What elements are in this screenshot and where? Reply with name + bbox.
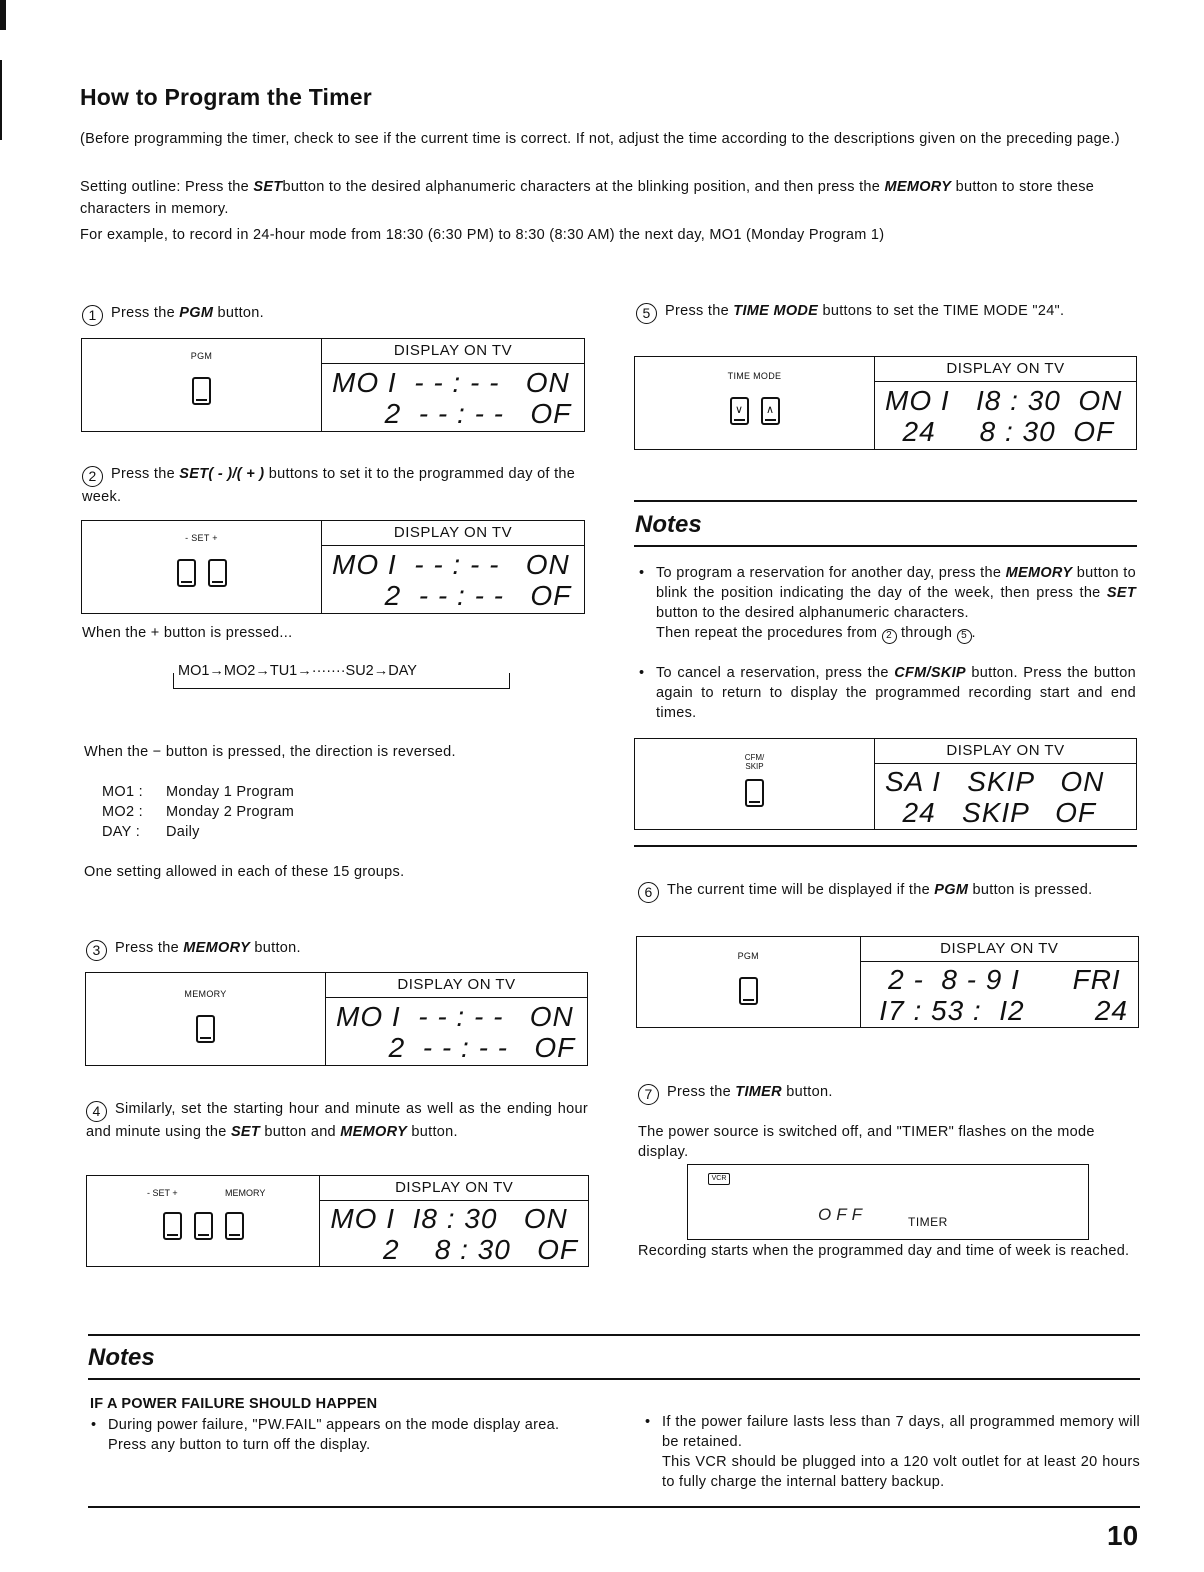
pgm-button[interactable]	[739, 977, 758, 1005]
step-5: 5 Press the TIME MODE buttons to set the TIME MODE "24".	[636, 301, 1136, 324]
off-indicator: OFF	[818, 1205, 867, 1224]
memory-button[interactable]	[196, 1015, 215, 1043]
set-plus-button[interactable]	[208, 559, 227, 587]
button-label: MEMORY	[184, 989, 227, 999]
step-4: 4 Similarly, set the starting hour and minute as well as the ending hour and minute using the SET button and MEMORY button.	[86, 1101, 588, 1140]
step-number: 4	[86, 1101, 107, 1122]
minus-pressed-text: When the − button is pressed, the direction is reversed.	[84, 744, 456, 760]
step-number: 5	[636, 303, 657, 324]
button-label: SKIP	[745, 762, 764, 771]
timer-description: The power source is switched off, and "TIMER" flashes on the mode display.	[638, 1124, 1095, 1160]
groups-text: One setting allowed in each of these 15 groups.	[84, 864, 405, 880]
step-7: 7 Press the TIMER button.	[638, 1082, 1138, 1105]
display-panel-step-1	[81, 338, 585, 432]
display-header: DISPLAY ON TV	[322, 339, 584, 364]
program-code-list	[102, 782, 294, 842]
page-number: 10	[1107, 1520, 1139, 1551]
button-label: MEMORY	[225, 1188, 266, 1198]
display-header: DISPLAY ON TV	[326, 973, 587, 998]
scan-edge-mark	[0, 60, 2, 140]
display-header: DISPLAY ON TV	[861, 937, 1138, 962]
recording-start-text: Recording starts when the programmed day and time of week is reached.	[638, 1243, 1130, 1259]
display-panel-cfm-skip	[634, 738, 1137, 830]
display-panel-step-5	[634, 356, 1137, 450]
timer-indicator: TIMER	[908, 1215, 948, 1229]
step-number: 3	[86, 940, 107, 961]
display-panel-step-4	[86, 1175, 589, 1267]
display-header: DISPLAY ON TV	[320, 1176, 588, 1201]
button-label: TIME MODE	[727, 371, 782, 381]
step-1: 1 Press the PGM button.	[82, 303, 582, 326]
step-2: 2 Press the SET( - )/( + ) buttons to set it to the programmed day of the week.	[82, 466, 576, 505]
vcr-icon: VCR	[708, 1173, 730, 1185]
day-sequence: MO1→MO2→TU1→·······SU2→DAY	[178, 663, 417, 679]
notes-item: • To program a reservation for another day, press the MEMORY button to blink the position indicating the day of the week, then press the SET button to the desired alphanumeric characters. Then repeat the procedures from 2 through 5 .	[656, 563, 1136, 644]
step-number: 2	[82, 466, 103, 487]
lcd-line-2: 2 - - : - - OF	[332, 397, 572, 429]
scan-edge-mark	[0, 0, 6, 30]
lcd-line-1: MO I I8 : 30 ON	[330, 1202, 568, 1234]
divider	[634, 500, 1137, 502]
display-panel-step-3	[85, 972, 588, 1066]
list-item: MO1 : Monday 1 Program	[102, 784, 295, 800]
power-failure-heading: IF A POWER FAILURE SHOULD HAPPEN	[90, 1396, 378, 1412]
lcd-line-1: MO I I8 : 30 ON	[885, 384, 1123, 416]
button-label: - SET +	[185, 533, 218, 543]
pgm-button[interactable]	[192, 377, 211, 405]
mode-display	[687, 1164, 1089, 1240]
set-minus-button[interactable]	[163, 1212, 182, 1240]
button-label: PGM	[737, 951, 759, 961]
display-panel-step-2	[81, 520, 585, 614]
sequence-loop-line	[173, 673, 510, 689]
notes-item: • During power failure, "PW.FAIL" appears on the mode display area. Press any button to turn off the display.	[91, 1417, 560, 1453]
page-title: How to Program the Timer	[80, 84, 372, 110]
lcd-line-1: MO I - - : - - ON	[332, 366, 570, 398]
notes-item: • If the power failure lasts less than 7 days, all programmed memory will be retained. This VCR should be plugged into a 120 volt outlet for at least 20 hours to fully charge the internal battery backup.	[645, 1414, 1140, 1490]
lcd-line-2: 2 - - : - - OF	[332, 579, 572, 611]
lcd-line-1: SA I SKIP ON	[885, 765, 1105, 797]
step-6: 6 The current time will be displayed if the PGM button is pressed.	[638, 880, 1138, 903]
step-number: 6	[638, 882, 659, 903]
divider	[634, 545, 1137, 547]
intro-note: (Before programming the timer, check to see if the current time is correct. If not, adjust the time according to the descriptions given on the preceding page.)	[80, 131, 1120, 147]
button-label: - SET +	[147, 1188, 178, 1198]
setting-outline: Setting outline: Press the SETbutton to the desired alphanumeric characters at the blinking position, and then press the MEMORY button to store these characters in memory.	[80, 179, 1095, 217]
divider	[88, 1378, 1140, 1380]
lcd-line-2: 2 8 : 30 OF	[330, 1233, 578, 1265]
example-text: For example, to record in 24-hour mode from 18:30 (6:30 PM) to 8:30 (8:30 AM) the next day, MO1 (Monday Program 1)	[80, 227, 885, 243]
divider	[634, 845, 1137, 847]
button-label: PGM	[190, 351, 213, 361]
button-label: CFM/	[744, 753, 765, 762]
plus-pressed-text: When the + button is pressed...	[82, 625, 293, 641]
cfm-skip-button[interactable]	[745, 779, 764, 807]
time-mode-up-button[interactable]: ∧	[761, 397, 780, 425]
step-number: 7	[638, 1084, 659, 1105]
notes-item: • To cancel a reservation, press the CFM/SKIP button. Press the button again to return to display the programmed recording start and end times.	[639, 665, 1136, 721]
display-header: DISPLAY ON TV	[875, 739, 1136, 764]
memory-button[interactable]	[225, 1212, 244, 1240]
notes-heading: Notes	[88, 1344, 155, 1371]
divider	[88, 1506, 1140, 1508]
lcd-line-2: 2 - - : - - OF	[336, 1031, 576, 1063]
step-number: 1	[82, 305, 103, 326]
lcd-line-1: 2 - 8 - 9 I FRI	[870, 963, 1121, 995]
set-plus-button[interactable]	[194, 1212, 213, 1240]
lcd-line-2: 24 8 : 30 OF	[885, 415, 1115, 447]
notes-heading: Notes	[635, 511, 702, 538]
lcd-line-1: MO I - - : - - ON	[336, 1000, 574, 1032]
display-header: DISPLAY ON TV	[322, 521, 584, 546]
list-item: MO2 : Monday 2 Program	[102, 804, 295, 820]
display-header: DISPLAY ON TV	[875, 357, 1136, 382]
lcd-line-2: 24 SKIP OF	[885, 796, 1097, 828]
lcd-line-1: MO I - - : - - ON	[332, 548, 570, 580]
list-item: DAY : Daily	[102, 824, 200, 840]
lcd-line-2: I7 : 53 : I2 24	[870, 994, 1128, 1026]
display-panel-step-6	[636, 936, 1139, 1028]
divider	[88, 1334, 1140, 1336]
time-mode-down-button[interactable]: ∨	[730, 397, 749, 425]
step-3: 3 Press the MEMORY button.	[86, 938, 586, 961]
set-minus-button[interactable]	[177, 559, 196, 587]
